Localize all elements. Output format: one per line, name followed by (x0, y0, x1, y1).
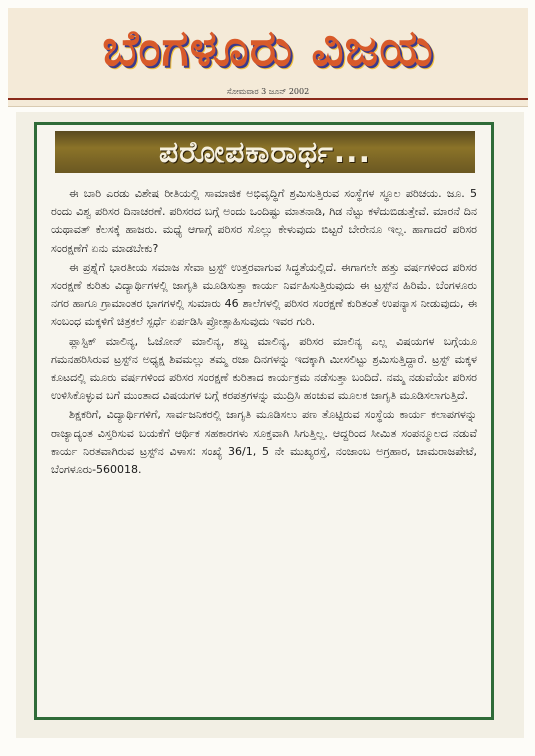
article-paragraph: ಈ ಬಾರಿ ಎರಡು ವಿಶೇಷ ರೀತಿಯಲ್ಲಿ ಸಾಮಾಜಿಕ ಅಭಿವೃದ್ಧಿಗೆ ಶ್ರಮಿಸುತ್ತಿರುವ ಸಂಸ್ಥೆಗಳ ಸ್ಥೂಲ ಪರಿಚಯ. ಜೂ. 5 ರಂದು ವಿಶ್ವ ಪರಿಸರ ದಿನಾಚರಣೆ. ಪರಿಸರದ ಬಗ್ಗೆ ಅಂದು ಒಂದಿಷ್ಟು ಮಾತನಾಡಿ, ಗಿಡ ನೆಟ್ಟು ಕಳೆದುಬಿಡುತ್ತೇವೆ. ಮಾರನೆ ದಿನ ಯಥಾವತ್ ಕೆಲಸಕ್ಕೆ ಹಾಜರು. ಮಧ್ಯೆ ಆಗಾಗ್ಗೆ ಪರಿಸರ ಸೊಲ್ಲು ಕೇಳುವುದು ಬಿಟ್ಟರೆ ಬೇರೇನೂ ಇಲ್ಲ. ಹಾಗಾದರೆ ಪರಿಸರ ಸಂರಕ್ಷಣೆಗೆ ಏನು ಮಾಡಬೇಕು? (51, 187, 477, 255)
masthead (8, 8, 528, 107)
article-clipping (16, 112, 524, 738)
article-body (51, 185, 477, 480)
article-paragraph: ಪ್ಲಾಸ್ಟಿಕ್ ಮಾಲಿನ್ಯ, ಓಜೋನ್ ಮಾಲಿನ್ಯ, ಶಬ್ದ ಮಾಲಿನ್ಯ, ಪರಿಸರ ಮಾಲಿನ್ಯ ಎಲ್ಲ ವಿಷಯಗಳ ಬಗ್ಗೆಯೂ ಗಮನಹರಿಸಿರುವ ಟ್ರಸ್ಟ್‌ನ ಅಧ್ಯಕ್ಷ ಶಿವಮಲ್ಲು ತಮ್ಮ ರಜಾ ದಿನಗಳನ್ನು ಇದಕ್ಕಾಗಿ ಮೀಸಲಿಟ್ಟು ಶ್ರಮಿಸುತ್ತಿದ್ದಾರೆ. ಟ್ರಸ್ಟ್ ಮಕ್ಕಳ ಕೂಟದಲ್ಲಿ ಮೂರು ವರ್ಷಗಳಿಂದ ಪರಿಸರ ಸಂರಕ್ಷಣೆ ಕುರಿತಾದ ಕಾರ್ಯಕ್ರಮ ನಡೆಸುತ್ತಾ ಬಂದಿದೆ. ನಮ್ಮ ನಡುವೆಯೇ ಪರಿಸರ ಉಳಿಸಿಕೊಳ್ಳುವ ಬಗೆ ಮುಂತಾದ ವಿಷಯಗಳ ಬಗ್ಗೆ ಕರಪತ್ರಗಳನ್ನು ಮುದ್ರಿಸಿ ಹಂಚುವ ಮೂಲಕ ಜಾಗೃತಿ ಮೂಡಿಸಲಾಗುತ್ತಿದೆ. (51, 334, 477, 403)
dateline: ಸೋಮವಾರ 3 ಜೂನ್ 2002 (226, 87, 310, 96)
masthead-rule (8, 98, 528, 100)
article-headline: ಪರೋಪಕಾರಾರ್ಥ... (159, 134, 371, 170)
article-paragraph: ಈ ಪ್ರಶ್ನೆಗೆ ಭಾರತೀಯ ಸಮಾಜ ಸೇವಾ ಟ್ರಸ್ಟ್ ಉತ್ತರವಾಗುವ ಸಿದ್ಧತೆಯಲ್ಲಿದೆ. ಈಗಾಗಲೇ ಹತ್ತು ವರ್ಷಗಳಿಂದ ಪರಿಸರ ಸಂರಕ್ಷಣೆ ಕುರಿತು ವಿದ್ಯಾರ್ಥಿಗಳಲ್ಲಿ ಜಾಗೃತಿ ಮೂಡಿಸುತ್ತಾ ಕಾರ್ಯ ನಿರ್ವಹಿಸುತ್ತಿರುವುದು ಈ ಟ್ರಸ್ಟ್‌ನ ಹಿರಿಮೆ. ಬೆಂಗಳೂರು ನಗರ ಹಾಗೂ ಗ್ರಾಮಾಂತರ ಭಾಗಗಳಲ್ಲಿ ಸುಮಾರು 46 ಶಾಲೆಗಳಲ್ಲಿ ಪರಿಸರ ಸಂರಕ್ಷಣೆ ಕುರಿತಂತೆ ಉಪನ್ಯಾಸ ನೀಡುವುದು, ಈ ಸಂಬಂಧ ಮಕ್ಕಳಿಗೆ ಚಿತ್ರಕಲೆ ಸ್ಪರ್ಧೆ ಏರ್ಪಡಿಸಿ ಪ್ರೋತ್ಸಾಹಿಸುವುದು ಇವರ ಗುರಿ. (51, 260, 477, 329)
newspaper-title: ಬೆಂಗಳೂರು ವಿಜಯ (102, 18, 434, 77)
article-paragraph: ಶಿಕ್ಷಕರಿಗೆ, ವಿದ್ಯಾರ್ಥಿಗಳಿಗೆ, ಸಾರ್ವಜನಿಕರಲ್ಲಿ ಜಾಗೃತಿ ಮೂಡಿಸಲು ಪಣ ತೊಟ್ಟಿರುವ ಸಂಸ್ಥೆಯ ಕಾರ್ಯ ಕಲಾಪಗಳನ್ನು ರಾಜ್ಯಾದ್ಯಂತ ವಿಸ್ತರಿಸುವ ಬಯಕೆಗೆ ಆರ್ಥಿಕ ಸಹಕಾರಗಳು ಸೂಕ್ತವಾಗಿ ಸಿಗುತ್ತಿಲ್ಲ. ಆದ್ದರಿಂದ ಸೀಮಿತ ಸಂಪನ್ಮೂಲದ ನಡುವೆ ಕಾರ್ಯ ನಿರತವಾಗಿರುವ ಟ್ರಸ್ಟ್‌ನ ವಿಳಾಸ: ಸಂಖ್ಯೆ 36/1, 5 ನೇ ಮುಖ್ಯರಸ್ತೆ, ನಂಜಾಂಬ ಅಗ್ರಹಾರ, ಚಾಮರಾಜಪೇಟೆ, ಬೆಂಗಳೂರು-560018. (51, 408, 477, 477)
article-frame (34, 122, 494, 720)
headline-banner (55, 131, 475, 173)
